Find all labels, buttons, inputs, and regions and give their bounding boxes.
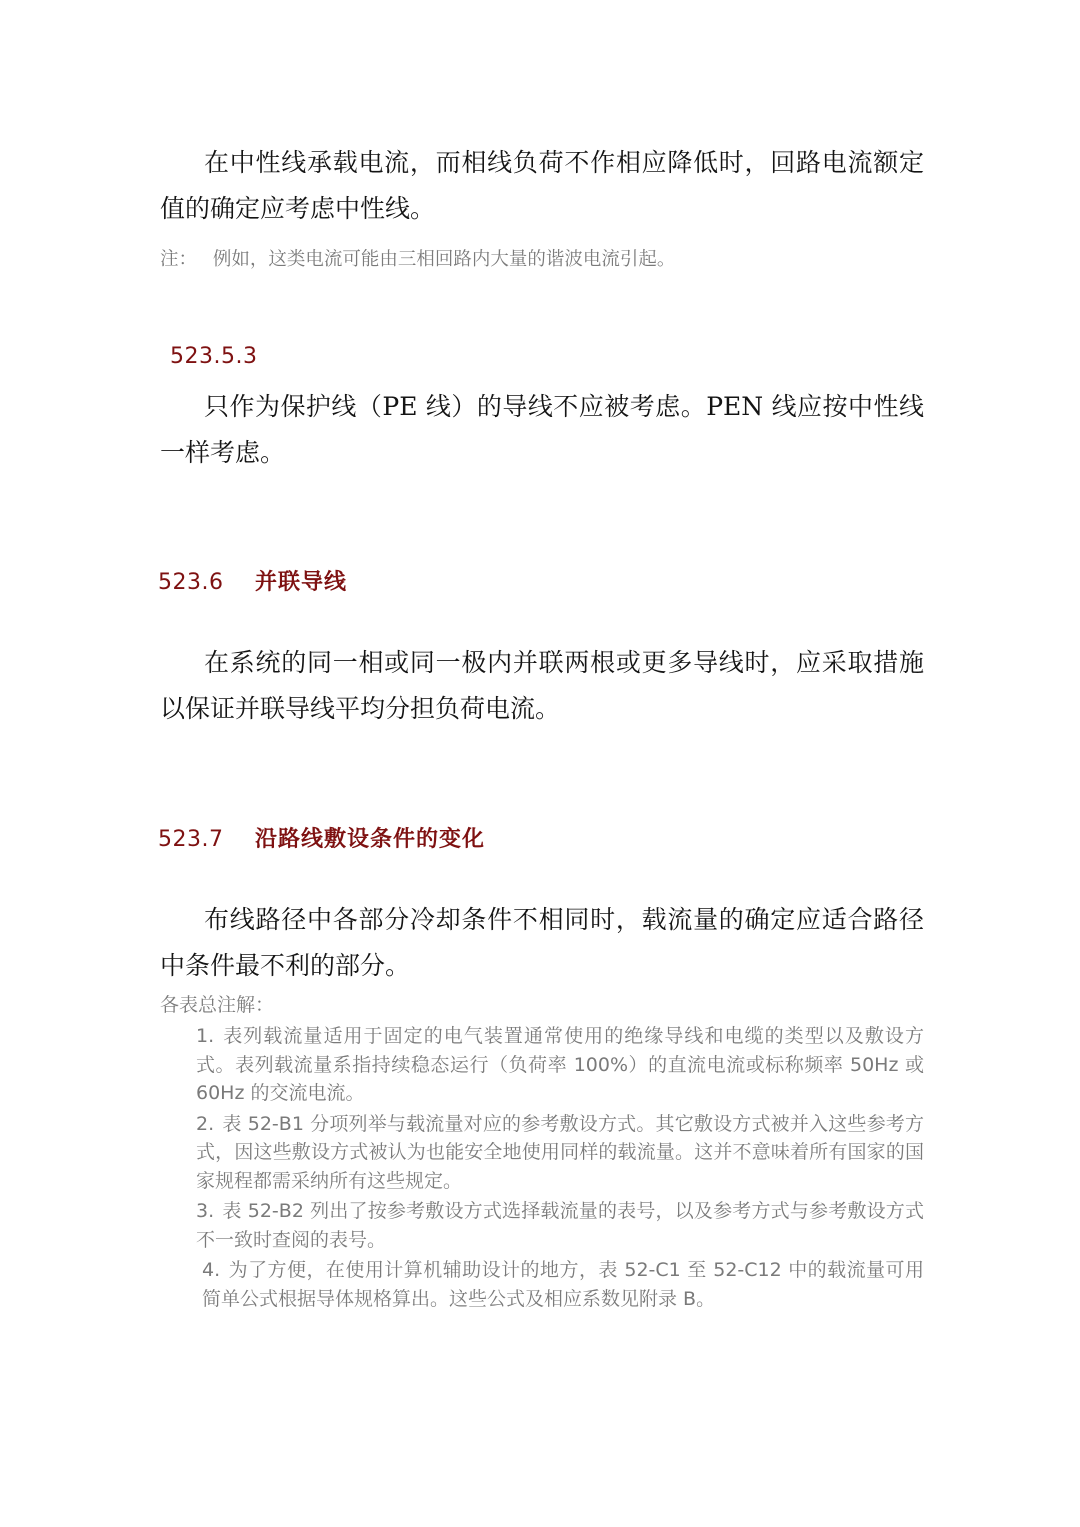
paragraph-neutral-current: 在中性线承载电流，而相线负荷不作相应降低时，回路电流额定值的确定应考虑中性线。	[160, 148, 924, 223]
section-number: 523.7	[158, 827, 224, 852]
heading-523-5-3	[170, 342, 260, 372]
note-number: 4.	[202, 1259, 221, 1281]
note-label: 注：	[160, 249, 198, 270]
section-number: 523.5.3	[170, 344, 258, 369]
paragraph-parallel-conductors: 在系统的同一相或同一极内并联两根或更多导线时，应采取措施以保证并联导线平均分担负荷电流。	[160, 648, 924, 723]
note-text: 为了方便，在使用计算机辅助设计的地方，表 52-C1 至 52-C12 中的载流量可用简单公式根据导体规格算出。这些公式及相应系数见附录 B。	[202, 1259, 924, 1310]
heading-523-6	[158, 568, 347, 598]
section-number: 523.6	[158, 570, 224, 595]
note-text: 表 52-B1 分项列举与载流量对应的参考敷设方式。其它敷设方式被并入这些参考方式，因这些敷设方式被认为也能安全地使用同样的载流量。这并不意味着所有国家的国家规程都需采纳所有这些规定。	[196, 1112, 924, 1192]
note-text: 表列载流量适用于固定的电气装置通常使用的绝缘导线和电缆的类型以及敷设方式。表列载流量系指持续稳态运行（负荷率 100%）的直流电流或标称频率 50Hz 或 60Hz 的交流电流。	[196, 1025, 924, 1104]
general-notes-title: 各表总注解：	[160, 994, 275, 1016]
general-note-item	[196, 1256, 924, 1313]
note-number: 2.	[196, 1112, 215, 1135]
note-number: 1.	[196, 1025, 215, 1047]
paragraph-route-conditions: 布线路径中各部分冷却条件不相同时，载流量的确定应适合路径中条件最不利的部分。	[160, 905, 924, 980]
paragraph-pe-conductor: 只作为保护线（PE 线）的导线不应被考虑。PEN 线应按中性线一样考虑。	[160, 392, 924, 467]
general-note-item	[196, 1197, 924, 1254]
section-title: 并联导线	[255, 570, 348, 595]
note-number: 3.	[196, 1200, 215, 1222]
general-notes-list	[196, 1022, 924, 1315]
note-harmonic-currents	[160, 247, 924, 273]
section-title: 沿路线敷设条件的变化	[255, 827, 486, 852]
general-note-item	[196, 1110, 924, 1196]
note-text: 例如，这类电流可能由三相回路内大量的谐波电流引起。	[212, 249, 676, 270]
heading-523-7	[158, 825, 485, 855]
note-text: 表 52-B2 列出了按参考敷设方式选择载流量的表号，以及参考方式与参考敷设方式不一致时查阅的表号。	[196, 1200, 924, 1251]
general-note-item	[196, 1022, 924, 1108]
